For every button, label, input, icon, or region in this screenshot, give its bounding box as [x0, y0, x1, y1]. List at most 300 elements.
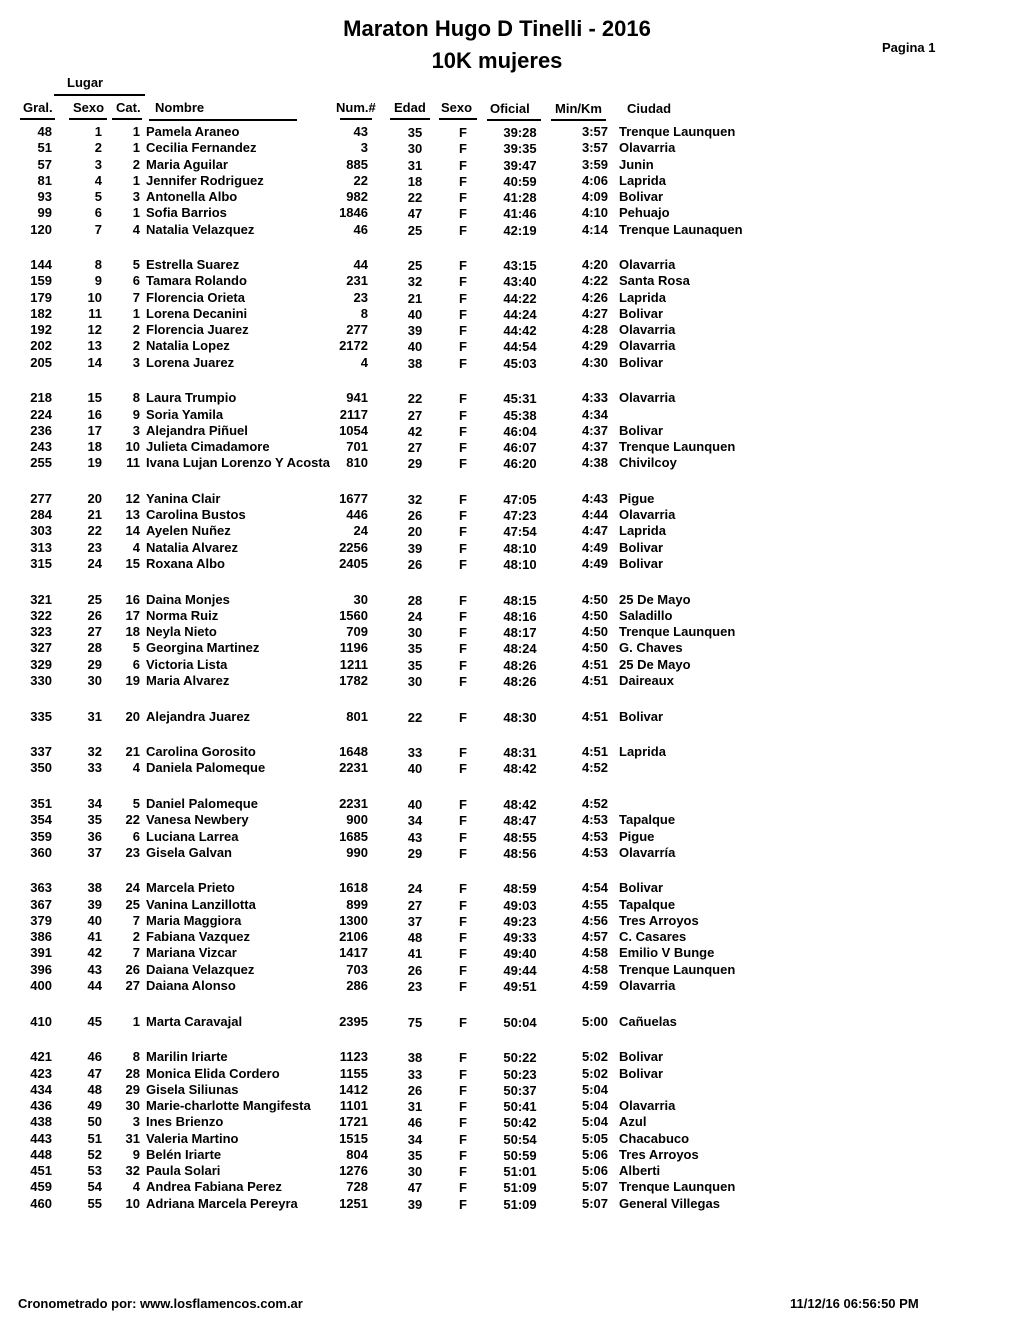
table-row: [0, 1082, 1024, 1098]
sexo-place-cell: 12: [87, 322, 102, 338]
pace-cell: 4:53: [581, 812, 608, 828]
bib-number-cell: 277: [346, 322, 368, 338]
bib-number-cell: 2231: [339, 796, 368, 811]
age-cell: 40: [407, 339, 423, 355]
name-cell: Carolina Bustos: [146, 507, 246, 523]
name-cell: Gisela Galvan: [146, 844, 232, 860]
age-cell: 33: [407, 745, 423, 761]
city-cell: Olavarria: [619, 977, 676, 993]
name-cell: Jennifer Rodriguez: [146, 172, 264, 188]
sexo-place-cell: 53: [87, 1163, 102, 1178]
sexo-place-cell: 3: [94, 156, 102, 172]
official-time-cell: 50:37: [503, 1082, 537, 1098]
age-cell: 47: [407, 1180, 423, 1196]
city-cell: Olavarria: [619, 338, 676, 354]
sexo-place-cell: 27: [87, 624, 102, 640]
bib-number-cell: 941: [346, 390, 368, 406]
gral-cell: 243: [30, 439, 52, 454]
sex-cell: F: [459, 946, 467, 962]
city-cell: Daireaux: [619, 672, 674, 688]
official-time-cell: 39:28: [503, 125, 537, 140]
age-cell: 24: [407, 881, 423, 897]
sexo-place-cell: 48: [87, 1081, 102, 1097]
city-cell: General Villegas: [619, 1195, 720, 1211]
city-cell: Trenque Launquen: [619, 624, 736, 640]
gral-cell: 313: [30, 539, 52, 555]
name-cell: Neyla Nieto: [146, 624, 217, 640]
pace-cell: 4:34: [581, 406, 608, 422]
name-cell: Soria Yamila: [146, 406, 224, 422]
sexo-place-cell: 13: [87, 338, 102, 354]
table-row: [0, 760, 1024, 776]
bib-number-cell: 709: [346, 624, 368, 640]
pace-cell: 5:04: [581, 1081, 608, 1097]
cat-underline: [112, 118, 142, 120]
age-cell: 31: [407, 1099, 423, 1114]
bib-number-cell: 43: [353, 124, 368, 139]
official-time-cell: 49:44: [503, 962, 537, 978]
city-cell: Laprida: [619, 289, 666, 305]
sex-cell: F: [459, 508, 467, 524]
bib-number-cell: 1300: [339, 912, 368, 928]
table-row: [0, 523, 1024, 539]
sexo-place-cell: 37: [87, 844, 102, 860]
bib-number-cell: 2106: [339, 929, 368, 945]
city-cell: 25 De Mayo: [619, 656, 691, 672]
cat-cell: 5: [132, 640, 140, 656]
name-cell: Ivana Lujan Lorenzo Y Acosta: [146, 455, 330, 471]
city-cell: Trenque Launquen: [619, 124, 736, 139]
sexo-place-cell: 7: [94, 221, 102, 237]
sex-cell: F: [459, 540, 467, 556]
official-time-cell: 47:23: [503, 508, 537, 524]
document-subtitle: 10K mujeres: [431, 48, 563, 73]
official-time-cell: 45:38: [503, 407, 537, 423]
city-cell: Tres Arroyos: [619, 1146, 699, 1162]
table-row: [0, 290, 1024, 306]
gral-cell: 438: [30, 1114, 52, 1130]
sexo-place-cell: 40: [87, 912, 102, 928]
name-cell: Daniel Palomeque: [146, 796, 258, 811]
table-row: [0, 355, 1024, 371]
cat-cell: 3: [132, 354, 140, 370]
sex-cell: F: [459, 1180, 467, 1196]
official-time-cell: 48:26: [503, 673, 537, 689]
sexo-place-cell: 31: [87, 708, 102, 724]
pace-cell: 4:38: [581, 455, 608, 471]
city-cell: Junin: [619, 156, 654, 172]
sexo-place-cell: 32: [87, 744, 102, 760]
bib-number-cell: 982: [346, 189, 368, 204]
name-cell: Vanina Lanzillotta: [146, 896, 256, 912]
cat-cell: 12: [125, 490, 140, 506]
sexo-place-underline: [69, 118, 107, 120]
sex-cell: F: [459, 290, 467, 306]
age-cell: 28: [407, 592, 423, 608]
table-row: [0, 624, 1024, 640]
bib-number-cell: 703: [346, 961, 368, 977]
table-row: [0, 913, 1024, 929]
age-cell: 22: [407, 709, 423, 725]
table-row: [0, 962, 1024, 978]
official-time-cell: 48:16: [503, 608, 537, 624]
cat-cell: 15: [125, 555, 140, 571]
gral-cell: 51: [37, 140, 52, 156]
table-row: [0, 556, 1024, 572]
sex-cell: F: [459, 141, 467, 157]
pace-cell: 4:26: [581, 289, 608, 305]
cat-cell: 1: [132, 205, 140, 221]
official-time-cell: 39:47: [503, 157, 537, 173]
bib-number-cell: 2405: [339, 555, 368, 571]
city-cell: Laprida: [619, 523, 666, 539]
sex-cell: F: [459, 592, 467, 608]
city-cell: Pehuajo: [619, 205, 670, 221]
official-time-cell: 43:40: [503, 274, 537, 290]
gral-cell: 354: [30, 812, 52, 828]
sexo-place-cell: 41: [87, 929, 102, 945]
name-cell: Lorena Decanini: [146, 305, 248, 321]
city-cell: Azul: [619, 1114, 647, 1130]
official-time-cell: 44:42: [503, 323, 537, 339]
bib-number-cell: 23: [353, 289, 368, 305]
official-time-cell: 46:07: [503, 440, 537, 455]
bib-number-cell: 1782: [339, 672, 368, 688]
official-time-cell: 51:09: [503, 1196, 537, 1212]
table-row: [0, 744, 1024, 760]
age-cell: 40: [407, 797, 423, 812]
gral-cell: 396: [30, 961, 52, 977]
bib-number-cell: 286: [346, 977, 368, 993]
age-cell: 26: [407, 556, 423, 572]
sexo-place-cell: 25: [87, 591, 102, 607]
bib-number-cell: 231: [346, 273, 368, 289]
age-cell: 29: [407, 845, 423, 861]
age-cell: 34: [407, 1131, 423, 1147]
gral-cell: 367: [30, 896, 52, 912]
pace-cell: 4:27: [581, 305, 608, 321]
gral-cell: 120: [30, 221, 52, 237]
oficial-underline: [487, 119, 541, 121]
cat-cell: 2: [132, 156, 140, 172]
city-cell: Tres Arroyos: [619, 912, 699, 928]
sexo-place-header: Sexo: [73, 100, 105, 115]
city-cell: Trenque Launquen: [619, 1179, 736, 1195]
age-cell: 31: [407, 157, 423, 173]
sexo-place-cell: 43: [87, 961, 102, 977]
age-cell: 30: [407, 141, 423, 157]
cat-cell: 24: [125, 880, 140, 896]
official-time-cell: 43:15: [503, 258, 537, 274]
cat-cell: 25: [125, 896, 140, 912]
edad-underline: [390, 118, 430, 120]
cat-cell: 6: [132, 273, 140, 289]
sex-cell: F: [459, 491, 467, 507]
age-cell: 33: [407, 1066, 423, 1082]
official-time-cell: 48:56: [503, 845, 537, 861]
age-cell: 40: [407, 306, 423, 322]
gral-cell: 359: [30, 828, 52, 844]
age-cell: 30: [407, 1164, 423, 1179]
pace-cell: 4:57: [581, 929, 608, 945]
city-cell: Bolivar: [619, 305, 664, 321]
cat-cell: 10: [125, 439, 140, 454]
sex-cell: F: [459, 608, 467, 624]
official-time-cell: 41:46: [503, 206, 537, 222]
gral-cell: 57: [37, 156, 52, 172]
table-row: [0, 657, 1024, 673]
name-cell: Cecilia Fernandez: [146, 140, 257, 156]
table-row: [0, 673, 1024, 689]
cat-cell: 5: [132, 796, 140, 811]
name-cell: Florencia Orieta: [146, 289, 245, 305]
table-row: [0, 306, 1024, 322]
city-cell: Bolivar: [619, 539, 664, 555]
official-time-cell: 40:59: [503, 173, 537, 189]
table-row: [0, 1131, 1024, 1147]
city-cell: Bolivar: [619, 1049, 664, 1065]
gral-cell: 436: [30, 1098, 52, 1113]
minkm-header: Min/Km: [555, 101, 602, 116]
cat-cell: 22: [125, 812, 140, 828]
official-time-cell: 48:30: [503, 709, 537, 725]
official-time-cell: 44:24: [503, 306, 537, 322]
page-label: Pagina 1: [882, 40, 936, 55]
table-row: [0, 140, 1024, 156]
table-row: [0, 1196, 1024, 1212]
table-row: [0, 157, 1024, 173]
table-row: [0, 1066, 1024, 1082]
pace-cell: 4:28: [581, 322, 608, 338]
cat-header: Cat.: [116, 100, 141, 115]
gral-cell: 179: [30, 289, 52, 305]
gral-cell: 391: [30, 945, 52, 961]
num-header: Num.#: [336, 100, 376, 115]
name-cell: Belén Iriarte: [146, 1146, 222, 1162]
official-time-cell: 50:22: [503, 1050, 537, 1066]
sex-cell: F: [459, 897, 467, 913]
bib-number-cell: 2117: [339, 406, 368, 422]
name-cell: Pamela Araneo: [146, 124, 240, 139]
name-cell: Daina Monjes: [146, 591, 230, 607]
name-cell: Georgina Martinez: [146, 640, 260, 656]
official-time-cell: 44:22: [503, 290, 537, 306]
sex-cell: F: [459, 556, 467, 572]
sex-cell: F: [459, 190, 467, 205]
name-cell: Sofia Barrios: [146, 205, 227, 221]
table-row: [0, 945, 1024, 961]
sexo-place-cell: 51: [87, 1130, 102, 1146]
name-cell: Daiana Velazquez: [146, 961, 255, 977]
sex-cell: F: [459, 641, 467, 657]
name-cell: Monica Elida Cordero: [146, 1065, 280, 1081]
pace-cell: 4:47: [581, 523, 608, 539]
gral-cell: 410: [30, 1013, 52, 1029]
bib-number-cell: 24: [353, 523, 368, 539]
name-cell: Andrea Fabiana Perez: [146, 1179, 282, 1195]
age-cell: 35: [407, 641, 423, 657]
age-cell: 24: [407, 608, 423, 624]
gral-cell: 277: [30, 490, 52, 506]
sexo-place-cell: 29: [87, 656, 102, 672]
gral-cell: 236: [30, 422, 52, 438]
city-cell: Trenque Launaquen: [619, 221, 743, 237]
name-cell: Maria Aguilar: [146, 156, 228, 172]
table-row: [0, 812, 1024, 828]
sex-cell: F: [459, 1014, 467, 1030]
pace-cell: 4:50: [581, 607, 608, 623]
city-cell: Bolivar: [619, 1065, 664, 1081]
pace-cell: 4:53: [581, 828, 608, 844]
table-row: [0, 439, 1024, 455]
official-time-cell: 48:55: [503, 829, 537, 845]
bib-number-cell: 2172: [339, 338, 368, 354]
pace-cell: 4:50: [581, 624, 608, 640]
gral-cell: 218: [30, 390, 52, 406]
gral-cell: 423: [30, 1065, 52, 1081]
official-time-cell: 49:23: [503, 913, 537, 929]
gral-header: Gral.: [23, 100, 53, 115]
name-cell: Florencia Juarez: [146, 322, 249, 338]
age-cell: 26: [407, 508, 423, 524]
official-time-cell: 49:51: [503, 978, 537, 994]
age-cell: 46: [407, 1115, 423, 1131]
gral-cell: 323: [30, 624, 52, 640]
table-row: [0, 978, 1024, 994]
city-cell: Trenque Launquen: [619, 961, 736, 977]
bib-number-cell: 885: [346, 156, 368, 172]
cat-cell: 2: [132, 322, 140, 338]
bib-number-cell: 1101: [339, 1098, 368, 1113]
city-cell: Tapalque: [619, 896, 676, 912]
sex-cell: F: [459, 913, 467, 929]
sex-cell: F: [459, 797, 467, 812]
cat-cell: 1: [132, 124, 140, 139]
official-time-cell: 51:01: [503, 1164, 537, 1179]
sexo-place-cell: 44: [87, 977, 102, 993]
sex-cell: F: [459, 962, 467, 978]
table-row: [0, 407, 1024, 423]
bib-number-cell: 4: [360, 354, 368, 370]
bib-number-cell: 44: [353, 257, 368, 273]
official-time-cell: 50:23: [503, 1066, 537, 1082]
cat-cell: 27: [125, 977, 140, 993]
sexo-place-cell: 20: [87, 490, 102, 506]
table-row: [0, 1114, 1024, 1130]
bib-number-cell: 2256: [339, 539, 368, 555]
bib-number-cell: 8: [360, 305, 368, 321]
sexo-place-cell: 5: [94, 189, 102, 204]
cat-cell: 14: [125, 523, 140, 539]
city-cell: Olavarria: [619, 322, 676, 338]
pace-cell: 4:56: [581, 912, 608, 928]
table-row: [0, 845, 1024, 861]
pace-cell: 4:06: [581, 172, 608, 188]
gral-cell: 48: [37, 124, 52, 139]
pace-cell: 4:37: [581, 422, 608, 438]
city-cell: Bolivar: [619, 880, 664, 896]
name-cell: Carolina Gorosito: [146, 744, 256, 760]
name-cell: Natalia Alvarez: [146, 539, 239, 555]
name-cell: Laura Trumpio: [146, 390, 237, 406]
document-title: Maraton Hugo D Tinelli - 2016: [343, 16, 651, 41]
age-cell: 26: [407, 962, 423, 978]
age-cell: 32: [407, 274, 423, 290]
official-time-cell: 48:17: [503, 625, 537, 641]
pace-cell: 5:06: [581, 1163, 608, 1178]
age-cell: 38: [407, 1050, 423, 1066]
pace-cell: 5:07: [581, 1195, 608, 1211]
sexo-place-cell: 47: [87, 1065, 102, 1081]
sexo-header: Sexo: [441, 100, 473, 115]
official-time-cell: 49:03: [503, 897, 537, 913]
cat-cell: 13: [125, 507, 140, 523]
pace-cell: 4:53: [581, 844, 608, 860]
city-cell: Olavarria: [619, 257, 676, 273]
footer-timestamp: 11/12/16 06:56:50 PM: [790, 1296, 919, 1311]
lugar-underline: [54, 94, 145, 96]
official-time-cell: 48:10: [503, 556, 537, 572]
sex-cell: F: [459, 1196, 467, 1212]
city-cell: Pigue: [619, 490, 655, 506]
pace-cell: 4:58: [581, 961, 608, 977]
table-row: [0, 338, 1024, 354]
bib-number-cell: 446: [346, 507, 368, 523]
cat-cell: 7: [132, 912, 140, 928]
sexo-place-cell: 36: [87, 828, 102, 844]
table-row: [0, 390, 1024, 406]
sexo-place-cell: 6: [94, 205, 102, 221]
sex-cell: F: [459, 274, 467, 290]
sex-cell: F: [459, 625, 467, 641]
gral-cell: 379: [30, 912, 52, 928]
bib-number-cell: 899: [346, 896, 368, 912]
table-row: [0, 929, 1024, 945]
sexo-place-cell: 26: [87, 607, 102, 623]
city-cell: Olavarria: [619, 140, 676, 156]
bib-number-cell: 1721: [339, 1114, 368, 1130]
official-time-cell: 48:10: [503, 540, 537, 556]
pace-cell: 4:51: [581, 744, 608, 760]
city-cell: Pigue: [619, 828, 655, 844]
sexo-place-cell: 55: [87, 1195, 102, 1211]
cat-cell: 1: [132, 172, 140, 188]
bib-number-cell: 1123: [339, 1049, 368, 1065]
sex-cell: F: [459, 355, 467, 371]
age-cell: 27: [407, 440, 423, 455]
age-cell: 26: [407, 1082, 423, 1098]
name-cell: Marie-charlotte Mangifesta: [146, 1098, 311, 1113]
name-cell: Ines Brienzo: [146, 1114, 224, 1130]
sex-cell: F: [459, 423, 467, 439]
minkm-underline: [551, 119, 606, 121]
city-cell: Tapalque: [619, 812, 676, 828]
age-cell: 27: [407, 897, 423, 913]
pace-cell: 4:43: [581, 490, 608, 506]
bib-number-cell: 46: [353, 221, 368, 237]
bib-number-cell: 1560: [339, 607, 368, 623]
bib-number-cell: 1515: [339, 1130, 368, 1146]
name-cell: Adriana Marcela Pereyra: [146, 1195, 298, 1211]
gral-cell: 321: [30, 591, 52, 607]
age-cell: 20: [407, 524, 423, 540]
city-cell: Chivilcoy: [619, 455, 677, 471]
table-row: [0, 1163, 1024, 1179]
city-cell: Bolivar: [619, 708, 664, 724]
cat-cell: 17: [125, 607, 140, 623]
official-time-cell: 46:04: [503, 423, 537, 439]
official-time-cell: 50:42: [503, 1115, 537, 1131]
